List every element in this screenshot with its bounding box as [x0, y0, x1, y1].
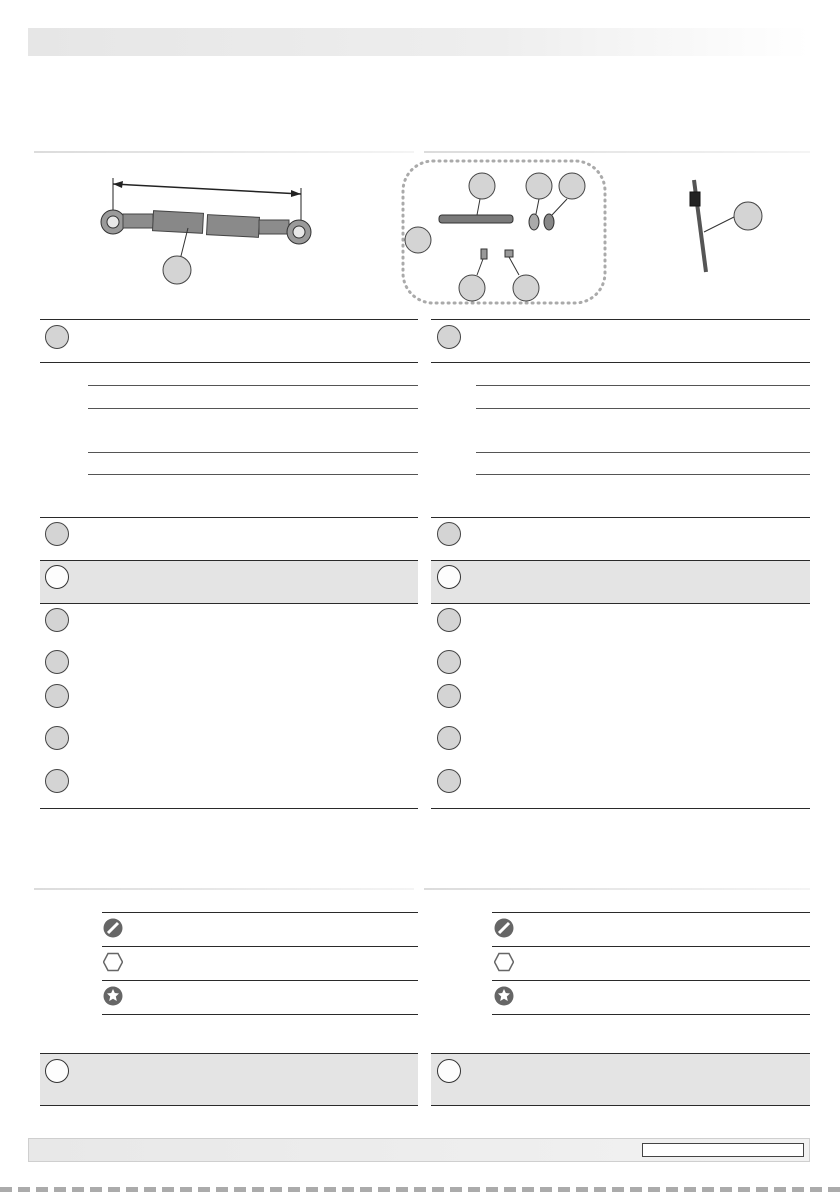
- right-callout-7: [437, 726, 461, 750]
- left-note-rule-bottom: [40, 1105, 418, 1106]
- left-callout-6: [45, 684, 69, 708]
- right-rule-3: [431, 517, 810, 518]
- left-callout-3: [45, 565, 69, 589]
- torx-star-icon: [103, 986, 123, 1006]
- right-callout-4: [437, 608, 461, 632]
- crop-marks: [0, 1187, 840, 1192]
- adjustable-rod-illustration: [95, 170, 325, 285]
- right-note-callout: [437, 1059, 461, 1083]
- left-subrule-1: [88, 385, 418, 386]
- right-tools-rule-2: [492, 946, 810, 947]
- left-shaded-row: [40, 561, 418, 603]
- left-rule-2: [40, 362, 418, 363]
- right-note-rule-top: [431, 1053, 810, 1054]
- screwdriver-slot-icon: [103, 918, 123, 938]
- left-callout-1: [45, 325, 69, 349]
- right-subrule-4: [476, 474, 810, 475]
- right-rule-6: [431, 808, 810, 809]
- left-tools-rule-1: [102, 912, 418, 913]
- left-callout-5: [45, 650, 69, 674]
- torx-star-icon: [494, 986, 514, 1006]
- right-rule-1: [431, 319, 810, 320]
- right-rule-2: [431, 362, 810, 363]
- left-tools-rule-3: [102, 980, 418, 981]
- left-callout-2: [45, 522, 69, 546]
- left-rule-1: [40, 319, 418, 320]
- hex-nut-icon: [494, 952, 514, 972]
- left-rule-3: [40, 517, 418, 518]
- left-subrule-4: [88, 474, 418, 475]
- left-rule-6: [40, 808, 418, 809]
- left-callout-8: [45, 769, 69, 793]
- right-callout-3: [437, 565, 461, 589]
- top-header-bar: [28, 28, 810, 56]
- right-rule-4: [431, 560, 810, 561]
- section-rule-right-top: [424, 151, 810, 153]
- left-rule-5: [40, 603, 418, 604]
- left-tools-rule-4: [102, 1014, 418, 1015]
- screwdriver-slot-icon: [494, 918, 514, 938]
- left-note-callout: [45, 1059, 69, 1083]
- section-rule-left-tools: [34, 888, 414, 890]
- left-callout-7: [45, 726, 69, 750]
- right-tools-rule-4: [492, 1014, 810, 1015]
- left-subrule-2: [88, 408, 418, 409]
- right-tools-rule-3: [492, 980, 810, 981]
- right-note-rule-bottom: [431, 1105, 810, 1106]
- parts-kit-illustration: [395, 155, 615, 310]
- right-tools-rule-1: [492, 912, 810, 913]
- footer-code-box: [642, 1143, 804, 1157]
- right-subrule-2: [476, 408, 810, 409]
- left-note-row: [40, 1054, 418, 1105]
- section-rule-left-top: [34, 151, 414, 153]
- right-callout-2: [437, 522, 461, 546]
- right-subrule-3: [476, 452, 810, 453]
- left-subrule-3: [88, 452, 418, 453]
- right-callout-5: [437, 650, 461, 674]
- probe-illustration: [680, 172, 780, 282]
- right-callout-6: [437, 684, 461, 708]
- right-callout-8: [437, 769, 461, 793]
- right-rule-5: [431, 603, 810, 604]
- right-callout-1: [437, 325, 461, 349]
- right-note-row: [431, 1054, 810, 1105]
- left-rule-4: [40, 560, 418, 561]
- left-note-rule-top: [40, 1053, 418, 1054]
- left-tools-rule-2: [102, 946, 418, 947]
- hex-nut-icon: [103, 952, 123, 972]
- section-rule-right-tools: [424, 888, 810, 890]
- left-callout-4: [45, 608, 69, 632]
- right-subrule-1: [476, 385, 810, 386]
- right-shaded-row: [431, 561, 810, 603]
